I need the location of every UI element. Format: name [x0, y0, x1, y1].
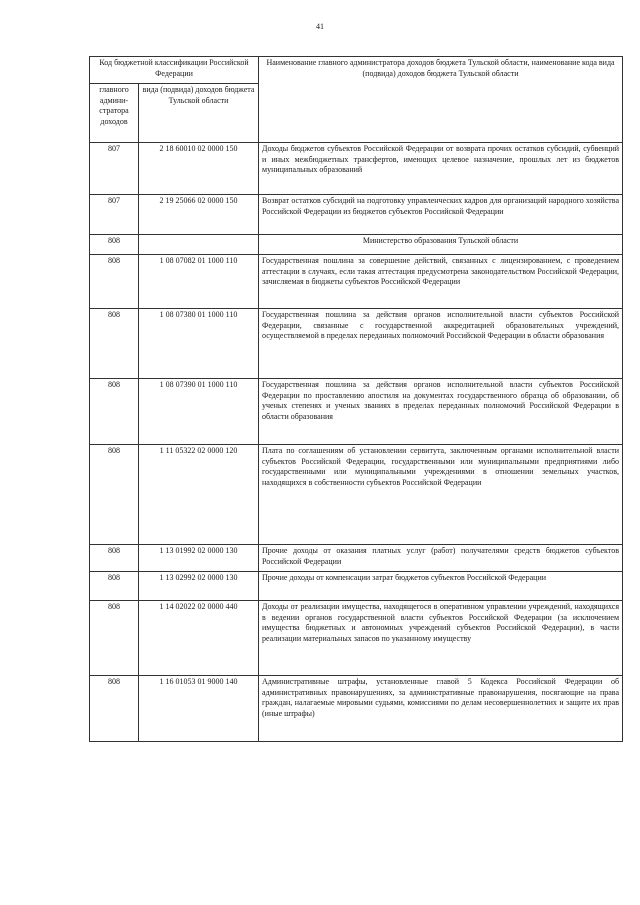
kind-code-cell: 1 14 02022 02 0000 440: [139, 601, 259, 676]
kind-code-cell: 2 18 60010 02 0000 150: [139, 143, 259, 195]
table-row: [90, 255, 623, 309]
kind-code-cell: 1 13 01992 02 0000 130: [139, 545, 259, 572]
admin-code-cell: 808: [90, 572, 139, 601]
table-row: [90, 445, 623, 545]
revenue-name-cell: Возврат остатков субсидий на подготовку управленческих кадров для организаций народного хозяйства Российской Федерации из бюджетов субъектов Российской Федерации: [259, 195, 623, 235]
revenue-name-cell: Прочие доходы от оказания платных услуг (работ) получателями средств бюджетов субъектов Российской Федерации: [259, 545, 623, 572]
code-group-header: Код бюджетной классификации Российской Федерации: [90, 57, 259, 84]
admin-code-cell: 808: [90, 255, 139, 309]
kind-code-cell: 1 08 07082 01 1000 110: [139, 255, 259, 309]
kind-code-cell: 1 16 01053 01 9000 140: [139, 676, 259, 742]
admin-code-cell: 808: [90, 235, 139, 255]
admin-code-cell: 808: [90, 676, 139, 742]
admin-code-cell: 807: [90, 143, 139, 195]
revenue-name-cell: Административные штрафы, установленные главой 5 Кодекса Российской Федерации об административных правонарушениях, за административные правонарушения, посягающие на права граждан, налагаемые мировыми судьями, комиссиями по делам несовершеннолетних и защите их прав (иные штрафы): [259, 676, 623, 742]
kind-code-cell: 1 13 02992 02 0000 130: [139, 572, 259, 601]
table-body: [90, 143, 623, 742]
revenue-name-cell: Государственная пошлина за действия органов исполнительной власти субъектов Российской Федерации, связанные с государственной аккредитацией образовательных учреждений, осуществляемой в пределах переданных полномочий Российской Федерации в области образования: [259, 309, 623, 379]
name-column-header: Наименование главного администратора доходов бюджета Тульской области, наименование кода вида (подвида) доходов бюджета Тульской области: [259, 57, 623, 143]
kind-code-cell: 2 19 25066 02 0000 150: [139, 195, 259, 235]
kind-code-cell: [139, 235, 259, 255]
table-row: [90, 601, 623, 676]
revenue-code-table: [89, 56, 623, 742]
table-row: [90, 676, 623, 742]
table-row: [90, 143, 623, 195]
kind-code-column-header: вида (подвида) доходов бюджета Тульской области: [139, 84, 259, 143]
admin-code-cell: 807: [90, 195, 139, 235]
revenue-name-cell: Плата по соглашениям об установлении сервитута, заключенным органами исполнительной власти субъектов Российской Федерации, государственными или муниципальными предприятиями либо государственными или муниципальными учреждениями в отношении земельных участков, находящихся в собственности субъектов Российской Федерации: [259, 445, 623, 545]
table-row: [90, 572, 623, 601]
kind-code-cell: 1 11 05322 02 0000 120: [139, 445, 259, 545]
revenue-name-cell: Доходы от реализации имущества, находящегося в оперативном управлении учреждений, находящихся в ведении органов государственной власти субъектов Российской Федерации (за исключением имущества бюджетных и автономных учреждений субъектов Российской Федерации), в части реализации материальных запасов по указанному имуществу: [259, 601, 623, 676]
table-row: [90, 545, 623, 572]
admin-code-cell: 808: [90, 309, 139, 379]
administrator-name-cell: Министерство образования Тульской области: [259, 235, 623, 255]
table-row: [90, 379, 623, 445]
revenue-name-cell: Государственная пошлина за действия органов исполнительной власти субъектов Российской Федерации по проставлению апостиля на документах государственного образца об образовании, об ученых степенях и ученых званиях в пределах переданных полномочий Российской Федерации в области образования: [259, 379, 623, 445]
admin-code-cell: 808: [90, 545, 139, 572]
page-number: 41: [316, 22, 324, 31]
admin-code-cell: 808: [90, 445, 139, 545]
admin-code-cell: 808: [90, 379, 139, 445]
kind-code-cell: 1 08 07390 01 1000 110: [139, 379, 259, 445]
revenue-name-cell: Прочие доходы от компенсации затрат бюджетов субъектов Российской Федерации: [259, 572, 623, 601]
revenue-name-cell: Государственная пошлина за совершение действий, связанных с лицензированием, с проведением аттестации в случаях, если такая аттестация предусмотрена законодательством Российской Федерации, зачисляемая в бюджеты субъектов Российской Федерации: [259, 255, 623, 309]
admin-code-column-header: главного админи-стратора доходов: [90, 84, 139, 143]
table-row: [90, 195, 623, 235]
kind-code-cell: 1 08 07380 01 1000 110: [139, 309, 259, 379]
admin-code-cell: 808: [90, 601, 139, 676]
revenue-name-cell: Доходы бюджетов субъектов Российской Федерации от возврата прочих остатков субсидий, субвенций и иных межбюджетных трансфертов, имеющих целевое назначение, прошлых лет из бюджетов муниципальных образований: [259, 143, 623, 195]
table-row: [90, 235, 623, 255]
table-row: [90, 309, 623, 379]
